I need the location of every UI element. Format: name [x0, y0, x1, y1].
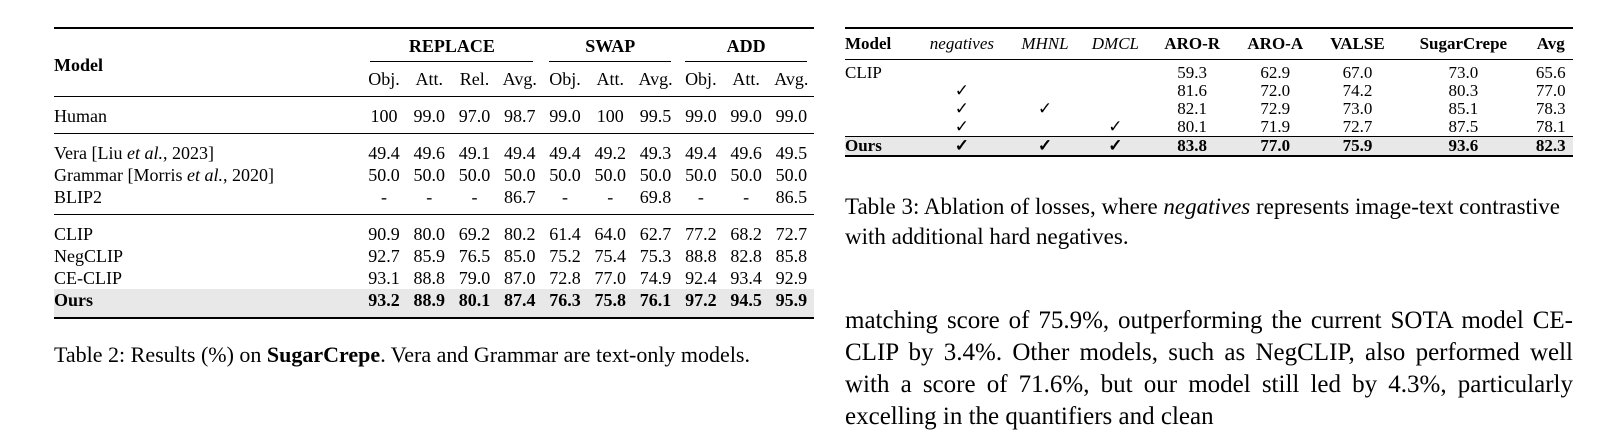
table-cell: -	[471, 187, 478, 207]
table-cell: 93.2	[361, 289, 406, 318]
table-cell: -	[562, 187, 569, 207]
checkmark-cell: ✓	[1108, 117, 1123, 136]
table-row	[845, 60, 1573, 83]
table-cell: 80.1	[1177, 117, 1208, 136]
table-cell: 49.5	[769, 134, 814, 165]
table-cell: 49.4	[361, 134, 406, 165]
table-cell: 92.9	[775, 268, 808, 288]
table-cell: 88.9	[407, 289, 452, 318]
table-cell: 72.7	[769, 215, 814, 246]
model-name: NegCLIP	[54, 246, 123, 266]
table-cell: 90.9	[361, 215, 406, 246]
table-cell: 77.0	[1535, 81, 1566, 100]
table-cell: 86.7	[504, 187, 536, 207]
table-cell: -	[697, 187, 704, 207]
checkmark-cell	[1080, 82, 1150, 100]
checkmark-cell: ✓	[954, 99, 969, 118]
model-name: Ours	[845, 137, 914, 157]
checkmark-cell: ✓	[1080, 137, 1150, 157]
table-cell: 83.8	[1151, 137, 1234, 157]
t2-subheader: Avg.	[774, 69, 809, 89]
table-cell: 88.8	[413, 268, 445, 288]
table-cell: 98.7	[497, 97, 542, 134]
table-cell: 50.0	[730, 165, 762, 185]
table-cell: 69.8	[639, 187, 672, 207]
model-name: CLIP	[845, 63, 882, 82]
checkmark-cell: ✓	[954, 81, 969, 100]
table-row	[845, 82, 1573, 100]
table-cell: 99.0	[407, 97, 452, 134]
checkmark-cell	[1080, 60, 1150, 83]
table-cell: -	[380, 187, 387, 207]
table-cell: 73.0	[1448, 63, 1479, 82]
table-cell: 77.0	[1234, 137, 1317, 157]
table-cell: 71.9	[1260, 117, 1291, 136]
table-cell: 94.5	[723, 289, 768, 318]
table-cell: 77.2	[678, 215, 723, 246]
table-cell: 50.0	[639, 165, 672, 185]
table-cell: 99.0	[678, 97, 723, 134]
model-name	[845, 82, 914, 100]
t2-row-ours	[54, 289, 814, 318]
table-cell: 50.0	[549, 165, 581, 185]
table-cell: 72.0	[1260, 81, 1291, 100]
checkmark-cell	[1010, 118, 1080, 137]
checkmark-cell: ✓	[1010, 137, 1080, 157]
t2-subheader: Att.	[415, 69, 443, 89]
table-cell: 75.9	[1317, 137, 1398, 157]
table-row	[54, 186, 814, 215]
model-name: Human	[54, 97, 361, 134]
t2-subheader: Obj.	[685, 69, 717, 89]
table-row	[54, 245, 814, 267]
table-cell: 50.0	[594, 165, 627, 185]
table-cell: 97.2	[678, 289, 723, 318]
table-cell: 78.1	[1535, 117, 1566, 136]
body-paragraph: matching score of 75.9%, outperforming the current SOTA model CE-CLIP by 3.4%. Other models, such as NegCLIP, also performed well with a score of 71.6%, but our model still led by 4.3%, particularly excelling in the quantifiers and clean	[845, 307, 1573, 430]
table-cell: 50.0	[775, 165, 808, 185]
model-name: BLIP2	[54, 187, 103, 207]
table-row	[54, 267, 814, 289]
t2-subheader: Rel.	[459, 69, 490, 89]
table-cell: 99.5	[633, 97, 678, 134]
t2-subheader: Avg.	[502, 69, 537, 89]
table-cell: 75.2	[549, 246, 581, 266]
table-cell: 49.6	[723, 134, 768, 165]
table-cell: 49.4	[542, 134, 587, 165]
table-row	[54, 164, 814, 186]
table-2	[54, 27, 814, 319]
t3-header-model: Model	[845, 28, 914, 60]
table-cell: 87.4	[497, 289, 542, 318]
t3-header-negatives: negatives	[914, 28, 1010, 60]
table-cell: 82.8	[730, 246, 762, 266]
table-cell: 99.0	[769, 97, 814, 134]
table-cell: 93.1	[368, 268, 400, 288]
table-cell: 80.3	[1448, 81, 1479, 100]
t2-subheader: Obj.	[549, 69, 581, 89]
table-row	[845, 100, 1573, 118]
table-cell: 97.0	[452, 97, 497, 134]
table-cell: 76.3	[542, 289, 587, 318]
table-cell: 80.1	[452, 289, 497, 318]
table-cell: -	[607, 187, 614, 207]
t3-header-aro-r: ARO-R	[1151, 28, 1234, 60]
table-cell: 49.6	[407, 134, 452, 165]
model-name: Ours	[54, 289, 361, 318]
checkmark-cell: ✓	[954, 117, 969, 136]
table-cell: 50.0	[368, 165, 400, 185]
model-name: Grammar [Morris et al., 2020]	[54, 165, 274, 185]
table-cell: 82.3	[1529, 137, 1573, 157]
checkmark-cell: ✓	[1037, 99, 1053, 118]
table-cell: 85.0	[504, 246, 536, 266]
table-cell: 78.3	[1535, 99, 1566, 118]
table-cell: 50.0	[685, 165, 717, 185]
table-cell: 81.6	[1177, 81, 1208, 100]
table-cell: 49.3	[633, 134, 678, 165]
checkmark-cell	[1080, 100, 1150, 118]
table-cell: 73.0	[1342, 99, 1373, 118]
table-cell: 50.0	[413, 165, 445, 185]
table-cell: 93.4	[730, 268, 762, 288]
t3-header-aro-a: ARO-A	[1234, 28, 1317, 60]
table-cell: 87.0	[504, 268, 536, 288]
t2-group-add: ADD	[678, 28, 814, 64]
t3-header-mhnl: MHNL	[1010, 28, 1080, 60]
table-cell: 76.5	[458, 246, 491, 266]
t2-group-swap: SWAP	[542, 28, 678, 64]
table-cell: -	[426, 187, 433, 207]
table-cell: 100	[588, 97, 633, 134]
t2-subheader: Att.	[732, 69, 760, 89]
t2-subheader: Att.	[596, 69, 625, 89]
checkmark-cell	[914, 60, 1010, 83]
table-cell: 49.4	[678, 134, 723, 165]
table-cell: 88.8	[685, 246, 717, 266]
t2-group-replace: REPLACE	[361, 28, 542, 64]
table-cell: 49.4	[497, 134, 542, 165]
table-cell: 92.4	[685, 268, 717, 288]
table-cell: 75.8	[588, 289, 633, 318]
table-row	[54, 215, 814, 246]
table-cell: 85.8	[775, 246, 808, 266]
t3-header-valse: VALSE	[1317, 28, 1398, 60]
checkmark-cell	[1010, 60, 1080, 83]
table-cell: 76.1	[633, 289, 678, 318]
t3-header-avg: Avg	[1529, 28, 1573, 60]
checkmark-cell	[1010, 82, 1080, 100]
table-cell: 77.0	[594, 268, 627, 288]
t2-model-header: Model	[54, 54, 103, 75]
table-cell: 93.6	[1398, 137, 1529, 157]
t3-header-dmcl: DMCL	[1080, 28, 1150, 60]
table-cell: 99.0	[723, 97, 768, 134]
table-cell: 64.0	[588, 215, 633, 246]
t2-subheader: Obj.	[368, 69, 400, 89]
table-row	[845, 118, 1573, 137]
checkmark-cell: ✓	[914, 137, 1010, 157]
table-cell: 99.0	[542, 97, 587, 134]
model-name	[845, 100, 914, 118]
table-row	[54, 97, 814, 134]
table-cell: 69.2	[452, 215, 497, 246]
table-cell: 74.2	[1342, 81, 1373, 100]
table-cell: 80.2	[497, 215, 542, 246]
model-name: CLIP	[54, 215, 361, 246]
table-cell: 95.9	[769, 289, 814, 318]
table-cell: 82.1	[1177, 99, 1208, 118]
table-cell: 86.5	[775, 187, 808, 207]
table-cell: 79.0	[458, 268, 491, 288]
table-cell: 62.7	[633, 215, 678, 246]
table-3-caption: Table 3: Ablation of losses, where negatives represents image-text contrastive with additional hard negatives.	[845, 194, 1561, 249]
table-cell: -	[743, 187, 750, 207]
table-cell: 50.0	[504, 165, 536, 185]
table-cell: 62.9	[1260, 63, 1291, 82]
table-cell: 67.0	[1342, 63, 1373, 82]
table-cell: 59.3	[1177, 63, 1208, 82]
table-2-caption: Table 2: Results (%) on SugarCrepe. Vera and Grammar are text-only models.	[54, 342, 750, 367]
table-cell: 65.6	[1535, 63, 1566, 82]
table-cell: 50.0	[458, 165, 491, 185]
table-cell: 68.2	[723, 215, 768, 246]
table-cell: 80.0	[407, 215, 452, 246]
table-cell: 85.1	[1448, 99, 1479, 118]
table-cell: 87.5	[1448, 117, 1479, 136]
t3-row-ours	[845, 137, 1573, 157]
table-cell: 85.9	[413, 246, 445, 266]
table-cell: 61.4	[542, 215, 587, 246]
t2-subheader: Avg.	[638, 69, 673, 89]
model-name	[845, 118, 914, 137]
model-name: Vera [Liu et al., 2023]	[54, 134, 361, 165]
table-cell: 49.1	[452, 134, 497, 165]
table-3	[845, 27, 1573, 157]
model-name: CE-CLIP	[54, 268, 123, 288]
table-cell: 74.9	[639, 268, 672, 288]
table-cell: 75.4	[594, 246, 627, 266]
table-cell: 72.9	[1260, 99, 1291, 118]
table-row	[54, 134, 814, 165]
table-cell: 72.8	[549, 268, 581, 288]
t3-header-sugarcrepe: SugarCrepe	[1398, 28, 1529, 60]
table-cell: 75.3	[639, 246, 672, 266]
table-cell: 72.7	[1342, 117, 1373, 136]
table-cell: 49.2	[588, 134, 633, 165]
table-cell: 92.7	[368, 246, 400, 266]
table-cell: 100	[361, 97, 406, 134]
